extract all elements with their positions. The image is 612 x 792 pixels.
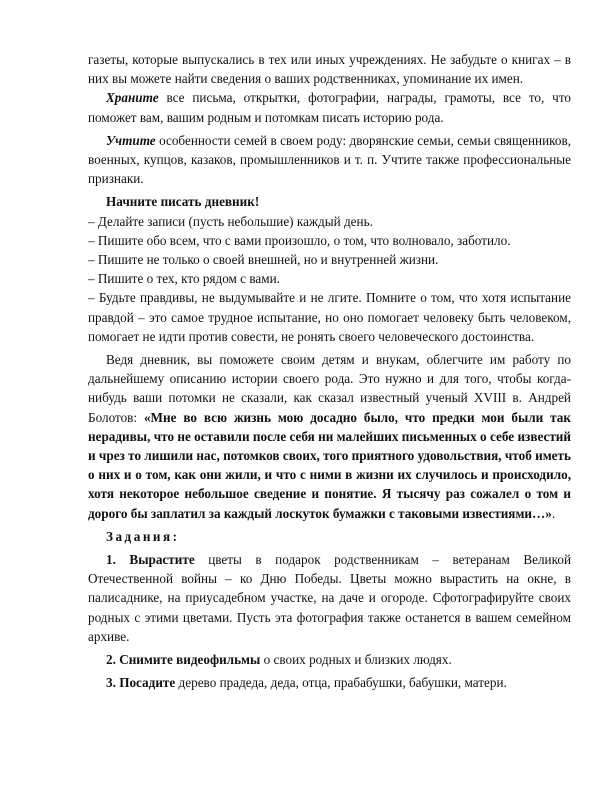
consider-lead: Учтите [106, 132, 156, 148]
keep-text: все письма, открытки, фотографии, награды, грамоты, все то, что поможет вам, вашим родным и потомкам писать историю рода. [88, 90, 571, 125]
diary-item: – Делайте записи (пусть небольшие) каждый день. [88, 213, 373, 229]
task-lead: 3. Посадите [106, 675, 176, 691]
bolotov-intro: Ведя дневник, вы поможете своим детям и внукам, облегчите им работу по дальнейшему описанию истории своего рода. Это нужно и для того, чтобы когда-нибудь ваши потомки не сказали, как сказал известный ученый XVIII в. Андрей Болотов: [88, 352, 571, 425]
diary-item: – Будьте правдивы, не выдумывайте и не лгите. Помните о том, что хотя испытание правдой – это самое трудное испытание, но оно помогает человеку быть человеком, помогает не идти против совести, не ронять своего человеческого достоинства. [88, 290, 571, 344]
diary-item: – Пишите обо всем, что с вами произошло, о том, что волновало, заботило. [88, 232, 511, 248]
paragraph-consider [88, 131, 571, 189]
task-text: цветы в подарок родственникам – ветеранам Великой Отечественной войны – ко Дню Победы. Цветы можно вырастить на окне, в палисаднике, на приусадебном участке, на даче и огороде. Сфотографируйте своих родных с этими цветами. Пусть эта фотография также останется в вашем семейном архиве. [88, 552, 571, 644]
paragraph-bolotov [88, 350, 571, 523]
diary-item: – Пишите о тех, кто рядом с вами. [88, 271, 280, 287]
diary-heading: Начните писать дневник! [106, 194, 260, 210]
diary-item: – Пишите не только о своей внешней, но и внутренней жизни. [88, 252, 439, 268]
task-item [88, 550, 571, 646]
task-lead: 2. Снимите видеофильмы [106, 652, 261, 668]
consider-text: особенности семей в своем роду: дворянские семьи, семьи священников, военных, купцов, казаков, промышленников и т. п. Учтите также профессиональные признаки. [88, 132, 571, 187]
tasks-heading: Задания: [106, 528, 180, 544]
task-text: дерево прадеда, деда, отца, прабабушки, бабушки, матери. [175, 675, 507, 691]
task-lead: 1. Вырастите [106, 552, 195, 568]
task-item [88, 650, 571, 669]
task-item [88, 673, 571, 692]
keep-lead: Храните [106, 90, 159, 106]
paragraph-keep [88, 88, 571, 126]
paragraph-newspapers: газеты, которые выпускались в тех или иных учреждениях. Не забудьте о книгах – в них вы можете найти сведения о ваших родственниках, упоминание их имен. [88, 52, 571, 87]
document-page [88, 50, 571, 693]
task-text: о своих родных и близких людях. [260, 652, 452, 668]
bolotov-end: . [551, 505, 556, 521]
bolotov-quote: «Мне во всю жизнь мою досадно было, что предки мои были так нерадивы, что не оставили после себя ни малейших письменных о себе известий и чрез то лишили нас, потомков своих, того приятного удовольствия, чтоб иметь о них и о том, как они жили, и что с ними в жизни их случилось и происходило, хотя некоторое небольшое сведение и понятие. Я тысячу раз сожалел о том и дорого бы заплатил за каждый лоскуток бумажки с таковыми известиями…» [88, 409, 571, 521]
